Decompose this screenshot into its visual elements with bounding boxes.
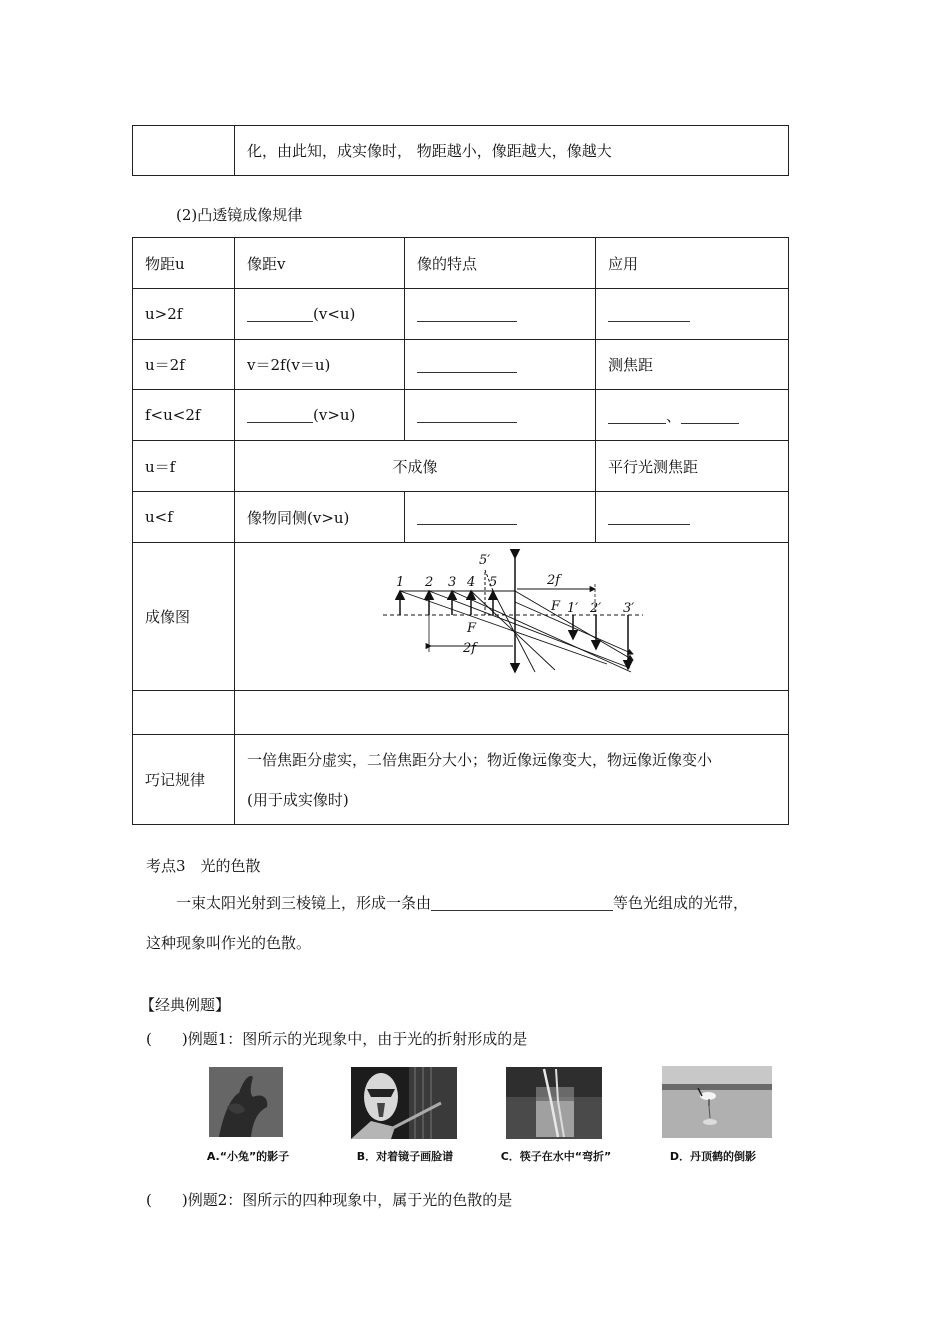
examples-header: 【经典例题】 — [140, 996, 231, 1014]
caption-a: A.“小兔”的影子 — [206, 1150, 290, 1163]
cell-feature — [405, 390, 596, 441]
label-2prime: 2′ — [590, 600, 602, 616]
caption-d: D．丹顶鹤的倒影 — [669, 1150, 757, 1163]
blank-line — [247, 307, 313, 322]
label-5: 5 — [489, 574, 498, 590]
kaodian-title: 考点3 光的色散 — [146, 857, 261, 875]
mnemonic-text: 一倍焦距分虚实，二倍焦距分大小；物近像远像变大，物远像近像变小 — [247, 750, 713, 769]
table-row — [133, 492, 789, 543]
cell-v: (v<u) — [235, 289, 405, 340]
cell-u: u>2f — [133, 289, 235, 340]
blank-line — [608, 307, 690, 322]
label-2f-right: 2f — [547, 572, 561, 588]
photo-crane-reflection — [662, 1066, 772, 1138]
table-row — [133, 289, 789, 340]
example-1 — [146, 1028, 527, 1049]
ray — [493, 591, 535, 672]
empty-row — [133, 691, 789, 735]
label-2: 2 — [425, 574, 434, 590]
caption-c: C．筷子在水中“弯折” — [500, 1150, 612, 1163]
top-table-empty-cell — [133, 126, 235, 176]
label-3prime: 3′ — [623, 600, 635, 616]
cell-u: f<u<2f — [133, 390, 235, 441]
header-feature: 像的特点 — [405, 238, 596, 289]
top-table-text: 化，由此知，成实像时， 物距越小，像距越大，像越大 — [235, 126, 789, 176]
label-3: 3 — [448, 574, 457, 590]
cell-feature — [405, 492, 596, 543]
empty-cell — [133, 691, 235, 735]
cell-u: u<f — [133, 492, 235, 543]
example-2-text: 例题2：图所示的四种现象中，属于光的色散的是 — [187, 1191, 513, 1209]
blank-line — [417, 510, 517, 525]
label-F-left: F — [467, 620, 477, 636]
kaodian-line-1 — [176, 892, 748, 913]
header-row — [133, 238, 789, 289]
blank-line — [417, 307, 517, 322]
blank-line — [417, 358, 517, 373]
cell-v: v＝2f(v＝u) — [235, 340, 405, 390]
caption-b: B．对着镜子画脸谱 — [356, 1150, 454, 1163]
photo-mirror-face-painting — [351, 1067, 457, 1139]
kaodian-text-a: 一束太阳光射到三棱镜上，形成一条由 — [176, 894, 432, 912]
cell-app: 测焦距 — [596, 340, 789, 390]
table-row — [133, 340, 789, 390]
header-application: 应用 — [596, 238, 789, 289]
mnemonic-note: (用于成实像时) — [247, 790, 349, 809]
cell-v: (v>u) — [235, 390, 405, 441]
mnemonic-label: 巧记规律 — [133, 735, 235, 825]
top-table — [132, 125, 789, 176]
photo-chopsticks-in-water — [506, 1067, 602, 1139]
cell-feature — [405, 289, 596, 340]
cell-app: 、 — [596, 390, 789, 441]
answer-paren: ( ) — [146, 1191, 188, 1209]
header-u: 物距u — [133, 238, 235, 289]
kaodian-line-2: 这种现象叫作光的色散。 — [146, 934, 312, 952]
ray — [452, 591, 631, 672]
table-row — [133, 390, 789, 441]
mnemonic-row — [133, 735, 789, 825]
label-2f-left: 2f — [463, 640, 477, 656]
cell-u: u＝2f — [133, 340, 235, 390]
label-F-right: F — [551, 598, 561, 614]
empty-cell — [235, 691, 789, 735]
diagram-label: 成像图 — [133, 543, 235, 691]
diagram-cell — [235, 543, 789, 691]
blank-line — [417, 408, 517, 423]
table-row — [133, 441, 789, 492]
cell-app: 平行光测焦距 — [596, 441, 789, 492]
kaodian-text-b: 等色光组成的光带， — [613, 894, 749, 912]
cell-app — [596, 492, 789, 543]
lens-table — [132, 237, 789, 825]
diagram-row — [133, 543, 789, 691]
cell-u: u＝f — [133, 441, 235, 492]
blank-line — [608, 409, 666, 424]
cell-app — [596, 289, 789, 340]
answer-paren: ( ) — [146, 1030, 188, 1048]
label-4: 4 — [467, 574, 476, 590]
label-5prime: 5′ — [479, 552, 491, 568]
section-title: (2)凸透镜成像规律 — [176, 206, 303, 224]
blank-line — [431, 896, 613, 911]
label-1: 1 — [396, 574, 405, 590]
label-1prime: 1′ — [567, 600, 579, 616]
cell-feature — [405, 340, 596, 390]
blank-line — [608, 510, 690, 525]
photo-rabbit-shadow — [209, 1067, 283, 1137]
header-v: 像距v — [235, 238, 405, 289]
example-2 — [146, 1189, 512, 1210]
mnemonic-cell — [235, 735, 789, 825]
lens-imaging-diagram — [235, 544, 789, 690]
blank-line — [681, 409, 739, 424]
cell-merged: 不成像 — [235, 441, 596, 492]
cell-v: 像物同侧(v>u) — [235, 492, 405, 543]
example-1-text: 例题1：图所示的光现象中，由于光的折射形成的是 — [187, 1030, 528, 1048]
blank-line — [247, 408, 313, 423]
